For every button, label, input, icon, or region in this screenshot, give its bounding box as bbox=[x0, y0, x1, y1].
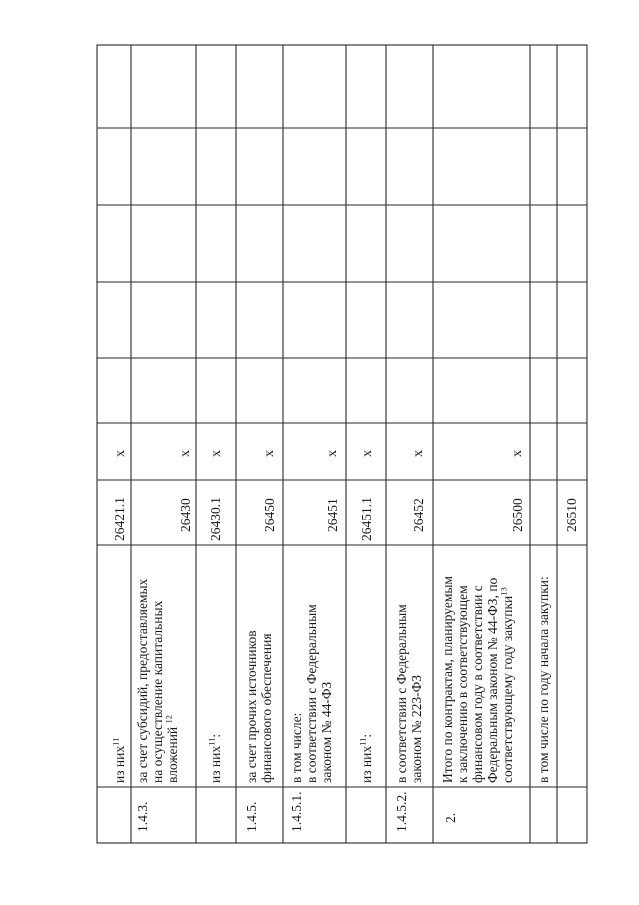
row-code: 26430 bbox=[178, 498, 193, 532]
row-code: 26510 bbox=[564, 498, 579, 532]
row-label: Итого по контрактам, планируемым к заключению в соответствующем финансовом году в соответствии с Федеральным законом № 44-ФЗ, по соответствующему году закупки$^{13}$ bbox=[440, 576, 515, 783]
row-mark: x bbox=[209, 450, 224, 457]
row-code: 26421.1 bbox=[112, 497, 127, 541]
row-code: 26450 bbox=[262, 498, 277, 532]
row-code: 26452 bbox=[411, 498, 426, 532]
row-label: из них$^{11}$: bbox=[357, 733, 374, 783]
row-code: 26500 bbox=[510, 498, 525, 532]
row-mark: x bbox=[178, 450, 193, 457]
row-mark: x bbox=[262, 450, 277, 457]
row-number: 1.4.3. bbox=[135, 801, 150, 832]
row-number: 2. bbox=[443, 812, 458, 823]
row-number: 1.4.5.1. bbox=[289, 791, 304, 832]
row-mark: x bbox=[360, 450, 375, 457]
row-label: за счет прочих источников финансового обеспечения bbox=[244, 630, 274, 783]
row-code: 26430.1 bbox=[208, 497, 223, 541]
row-code: 26451.1 bbox=[359, 497, 374, 541]
row-label: из них$^{11}$: bbox=[206, 733, 223, 783]
row-label: в том числе по году начала закупки: bbox=[536, 576, 551, 783]
row-number: 1.4.5. bbox=[244, 801, 259, 832]
row-mark: x bbox=[113, 450, 128, 457]
row-code: 26451 bbox=[325, 498, 340, 532]
row-label: в соответствии с Федеральным законом № 223-ФЗ bbox=[394, 604, 424, 783]
row-label: в том числе: в соответствии с Федеральным законом № 44-ФЗ bbox=[289, 604, 334, 783]
row-mark: x bbox=[411, 450, 426, 457]
row-label: из них$^{11}$ bbox=[110, 737, 127, 783]
row-mark: x bbox=[510, 450, 525, 457]
row-number: 1.4.5.2. bbox=[394, 791, 409, 832]
row-label: за счет субсидий, предоставляемых на осуществление капитальных вложений $^{12}$ bbox=[135, 578, 180, 783]
row-mark: x bbox=[325, 450, 340, 457]
